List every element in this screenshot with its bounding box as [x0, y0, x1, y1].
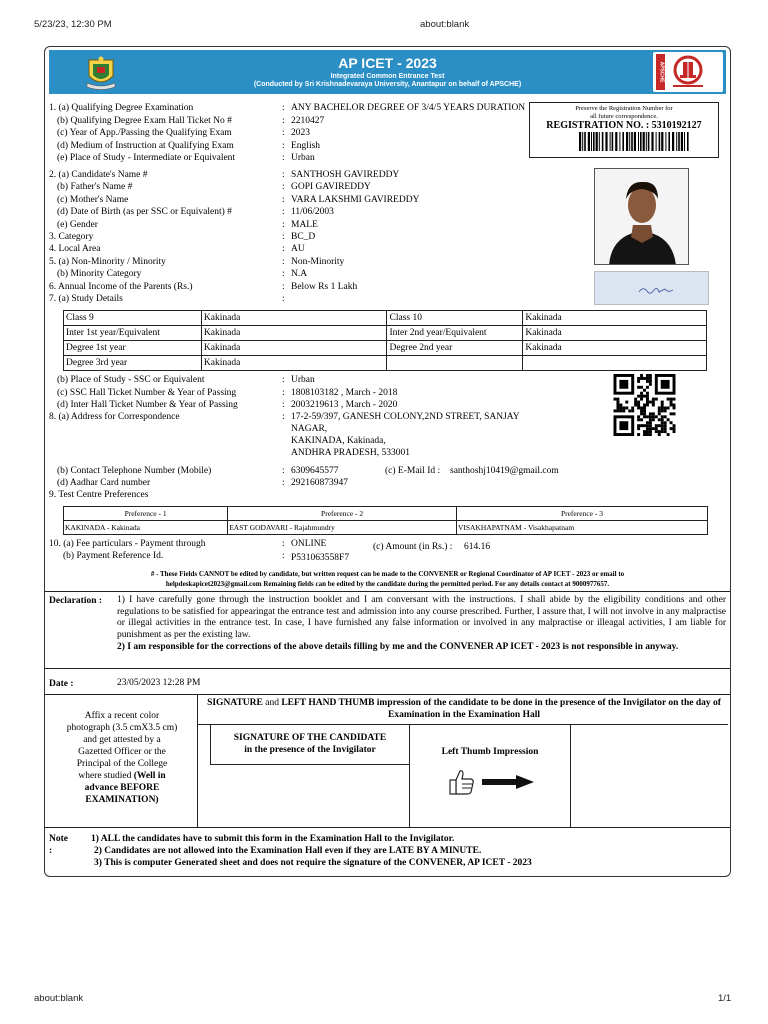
- registration-note-1: Preserve the Registration Number for: [575, 105, 673, 112]
- field-label: (b) Minority Category: [57, 269, 142, 280]
- field-value: 2023: [291, 128, 310, 138]
- table-cell: Kakinada: [523, 326, 707, 341]
- colon: :: [282, 103, 285, 113]
- field-value: 2003219613 , March - 2020: [291, 400, 398, 410]
- table-cell: Kakinada: [201, 341, 387, 356]
- colon: :: [282, 294, 285, 304]
- table-cell: Degree 2nd year: [387, 341, 523, 356]
- address-line-1: 17-2-59/397, GANESH COLONY,2ND STREET, SANJAY: [291, 412, 520, 422]
- browser-page-count: 1/1: [718, 993, 732, 1004]
- qr-code-icon: [613, 374, 676, 436]
- field-value: ANY BACHELOR DEGREE OF 3/4/5 YEARS DURATION: [291, 103, 526, 113]
- table-cell: Degree 1st year: [64, 341, 202, 356]
- field-label: (e) Place of Study - Intermediate or Equivalent: [57, 153, 236, 163]
- declaration-section: [45, 591, 730, 669]
- test-centre-label: 9. Test Centre Preferences: [49, 490, 149, 500]
- table-cell: [387, 356, 523, 371]
- preference-header: Preference - 1: [64, 507, 228, 521]
- divider: [570, 724, 571, 828]
- field-value: MALE: [291, 219, 318, 230]
- colon: :: [282, 466, 285, 476]
- browser-title: about:blank: [420, 19, 470, 30]
- table-row: [64, 326, 707, 341]
- colon: :: [282, 194, 285, 205]
- declaration-text-2: 2) I am responsible for the corrections of the above details filling by me and the CONVENER AP ICET - 2023 is not responsible in anyway.: [117, 642, 679, 652]
- field-label: 6. Annual Income of the Parents (Rs.): [49, 281, 193, 292]
- affix-line: Principal of the College: [76, 759, 168, 769]
- table-cell: Class 10: [387, 311, 523, 326]
- affix-line: photograph (3.5 cmX3.5 cm): [66, 723, 178, 733]
- test-centre-preferences-table: [63, 506, 708, 535]
- registration-number: REGISTRATION NO. : 5310192127: [546, 120, 702, 131]
- field-label: (b) Father's Name #: [57, 182, 133, 193]
- study-details-table: [63, 310, 707, 371]
- registration-box: [529, 102, 719, 158]
- table-cell: Kakinada: [201, 356, 387, 371]
- note-item: 2) Candidates are not allowed into the Examination Hall even if they are LATE BY A MINUTE.: [94, 846, 482, 856]
- field-value: Urban: [291, 153, 315, 163]
- registration-note-2: all future correspondence.: [590, 113, 658, 120]
- sig-title: SIGNATURE OF THE CANDIDATE: [233, 733, 387, 743]
- note-item: 3) This is computer Generated sheet and does not require the signature of the CONVENER, AP ICET - 2023: [94, 858, 532, 868]
- field-value: GOPI GAVIREDDY: [291, 182, 371, 193]
- preference-value: VISAKHAPATNAM - Visakhapatnam: [456, 521, 707, 535]
- colon: :: [282, 539, 285, 549]
- preference-header: Preference - 2: [228, 507, 457, 521]
- colon: :: [282, 219, 285, 230]
- colon: :: [282, 170, 285, 180]
- conducted-by: (Conducted by Sri Krishnadevaraya University, Anantapur on behalf of APSCHE): [253, 81, 522, 88]
- colon: :: [282, 551, 285, 561]
- divider: [197, 695, 198, 828]
- colon: :: [282, 232, 285, 242]
- colon: :: [282, 207, 285, 218]
- field-label: (c) Mother's Name: [57, 194, 129, 205]
- address-label: 8. (a) Address for Correspondence: [49, 412, 180, 422]
- table-cell: Kakinada: [523, 341, 707, 356]
- colon: :: [282, 244, 285, 255]
- amount-label: (c) Amount (in Rs.) :: [373, 542, 453, 552]
- heading-part: LEFT HAND THUMB: [281, 698, 375, 708]
- heading-part: impression of the candidate to be done in the presence of the Invigilator on the day of Examination in the Examination Hall: [376, 698, 721, 720]
- exam-title: AP ICET - 2023: [338, 55, 437, 71]
- amount-value: 614.16: [464, 542, 491, 552]
- candidate-signature-image: [594, 271, 709, 305]
- aadhar-label: (d) Aadhar Card number: [57, 478, 151, 488]
- field-label: (b) Qualifying Degree Exam Hall Ticket No #: [57, 115, 232, 126]
- colon: :: [282, 256, 285, 267]
- address-line-4: ANDHRA PRADESH, 533001: [291, 448, 411, 458]
- colon: :: [282, 182, 285, 193]
- field-value: AU: [291, 244, 305, 255]
- field-value: 11/06/2003: [291, 207, 334, 218]
- signature-section: [45, 694, 730, 828]
- colon: :: [282, 140, 285, 151]
- payment-ref-label: (b) Payment Reference Id.: [63, 551, 164, 561]
- affix-photo-instruction: [51, 710, 193, 806]
- signature-heading: [200, 697, 728, 721]
- table-cell: Degree 3rd year: [64, 356, 202, 371]
- table-cell: Kakinada: [201, 326, 387, 341]
- declaration-label: Declaration :: [49, 596, 103, 606]
- field-value: Urban: [291, 375, 315, 385]
- field-value: N.A: [291, 269, 308, 280]
- colon: :: [282, 269, 285, 280]
- preference-header: Preference - 3: [456, 507, 707, 521]
- field-label: (d) Medium of Instruction at Qualifying Exam: [57, 140, 234, 151]
- sig-subtitle: in the presence of the Invigilator: [244, 745, 376, 755]
- colon: :: [282, 387, 285, 398]
- date-label: Date :: [49, 679, 74, 689]
- browser-footer-url: about:blank: [34, 993, 84, 1004]
- barcode-icon: [579, 132, 691, 151]
- payment-ref-value: P531063558F7: [291, 553, 350, 563]
- colon: :: [282, 400, 285, 410]
- table-row: [64, 356, 707, 371]
- declaration-text-1: 1) I have carefully gone through the instruction booklet and I am conversant with the instructions. I shall abide by the eligibility conditions and other regulations to be satisfied for appearingat the entrance test and admission into any course prescribed. Further, I assure that, I will not involve in any malpractise or illegal activities in the entrance test. In case, I have furnished any false information or involved in any malpractise or illeagal activities, I am liable for punishment as per the existing law.: [117, 595, 726, 640]
- table-cell: Kakinada: [523, 311, 707, 326]
- field-label: (e) Gender: [57, 219, 98, 230]
- apsche-logo-text: APSCHE: [658, 61, 665, 83]
- colon: :: [282, 375, 285, 385]
- edit-restriction-note: [49, 569, 726, 589]
- colon: :: [282, 128, 285, 138]
- affix-line: where studied: [78, 771, 132, 781]
- colon: :: [282, 281, 285, 292]
- arrow-right-icon: [482, 775, 534, 789]
- table-cell: Kakinada: [201, 311, 387, 326]
- field-label: 2. (a) Candidate's Name #: [49, 170, 148, 180]
- field-label: 1. (a) Qualifying Degree Examination: [49, 103, 194, 113]
- edit-note-line-1: # - These Fields CANNOT be edited by candidate, but written request can be made to the CONVENER or Regional Coordinator of AP ICET - 2023 or email to: [150, 570, 625, 578]
- table-row: [64, 311, 707, 326]
- affix-bold: advance BEFORE: [84, 783, 160, 793]
- heading-part: SIGNATURE: [207, 698, 263, 708]
- exam-subtitle: Integrated Common Entrance Test: [330, 73, 445, 80]
- affix-bold: (Well in: [133, 771, 166, 781]
- email-label: (c) E-Mail Id :: [385, 466, 441, 476]
- divider: [198, 724, 728, 725]
- browser-datetime: 5/23/23, 12:30 PM: [34, 19, 112, 30]
- phone-value: 6309645577: [291, 466, 339, 476]
- aadhar-value: 292160873947: [291, 478, 348, 488]
- field-value: VARA LAKSHMI GAVIREDDY: [291, 194, 420, 205]
- table-cell: [523, 356, 707, 371]
- note-item: 1) ALL the candidates have to submit this form in the Examination Hall to the Invigilator.: [91, 834, 455, 844]
- field-label: 7. (a) Study Details: [49, 294, 123, 304]
- heading-part: and: [265, 698, 279, 708]
- divider: [409, 724, 410, 828]
- colon: :: [282, 153, 285, 163]
- admit-form: [44, 46, 731, 877]
- field-label: (c) SSC Hall Ticket Number & Year of Passing: [57, 387, 237, 398]
- header-banner: [49, 50, 726, 94]
- fee-mode: ONLINE: [291, 539, 327, 549]
- email-value: santhoshj10419@gmail.com: [450, 466, 559, 476]
- affix-line: and get attested by a: [83, 735, 161, 745]
- address-line-3: KAKINADA, Kakinada,: [291, 436, 386, 446]
- date-value: 23/05/2023 12:28 PM: [117, 678, 201, 688]
- table-row: [64, 341, 707, 356]
- colon: :: [282, 115, 285, 126]
- field-label: (c) Year of App./Passing the Qualifying Exam: [57, 128, 232, 138]
- field-label: 3. Category: [49, 232, 94, 242]
- preference-value: EAST GODAVARI - Rajahmundry: [228, 521, 457, 535]
- candidate-photo: [594, 168, 689, 265]
- field-value: Below Rs 1 Lakh: [291, 281, 358, 292]
- affix-bold: EXAMINATION): [85, 795, 159, 805]
- edit-note-line-2: helpdeskapicet2023@gmail.com Remaining fields can be edited by the candidate during the permitted period. For any details contact at 9000977657.: [165, 580, 610, 588]
- signature-of-candidate-box: [211, 732, 409, 756]
- table-cell: Inter 1st year/Equivalent: [64, 326, 202, 341]
- affix-line: Affix a recent color: [84, 711, 160, 721]
- field-label: 5. (a) Non-Minority / Minority: [49, 256, 166, 267]
- field-value: 1808103182 , March - 2018: [291, 387, 398, 398]
- left-thumb-label: Left Thumb Impression: [441, 747, 539, 757]
- field-value: 2210427: [291, 115, 325, 126]
- note-label: Note :: [49, 834, 68, 856]
- colon: :: [282, 412, 285, 422]
- thumbs-up-icon: [447, 767, 477, 797]
- colon: :: [282, 478, 285, 488]
- apsche-logo: [653, 52, 723, 92]
- field-label: 4. Local Area: [49, 244, 101, 255]
- field-label: (d) Date of Birth (as per SSC or Equivalent) #: [57, 207, 232, 218]
- address-line-2: NAGAR,: [291, 424, 328, 434]
- phone-label: (b) Contact Telephone Number (Mobile): [57, 466, 212, 476]
- preference-value: KAKINADA - Kakinada: [64, 521, 228, 535]
- field-label: (b) Place of Study - SSC or Equivalent: [57, 375, 205, 385]
- field-value: Non-Minority: [291, 256, 345, 267]
- field-label: (d) Inter Hall Ticket Number & Year of Passing: [57, 400, 238, 410]
- table-cell: Class 9: [64, 311, 202, 326]
- divider: [210, 764, 409, 765]
- field-value: SANTHOSH GAVIREDDY: [291, 170, 400, 180]
- field-value: English: [291, 140, 321, 151]
- affix-line: Gazetted Officer or the: [78, 747, 166, 757]
- fee-label: 10. (a) Fee particulars - Payment through: [49, 539, 206, 549]
- field-value: BC_D: [291, 232, 316, 242]
- table-cell: Inter 2nd year/Equivalent: [387, 326, 523, 341]
